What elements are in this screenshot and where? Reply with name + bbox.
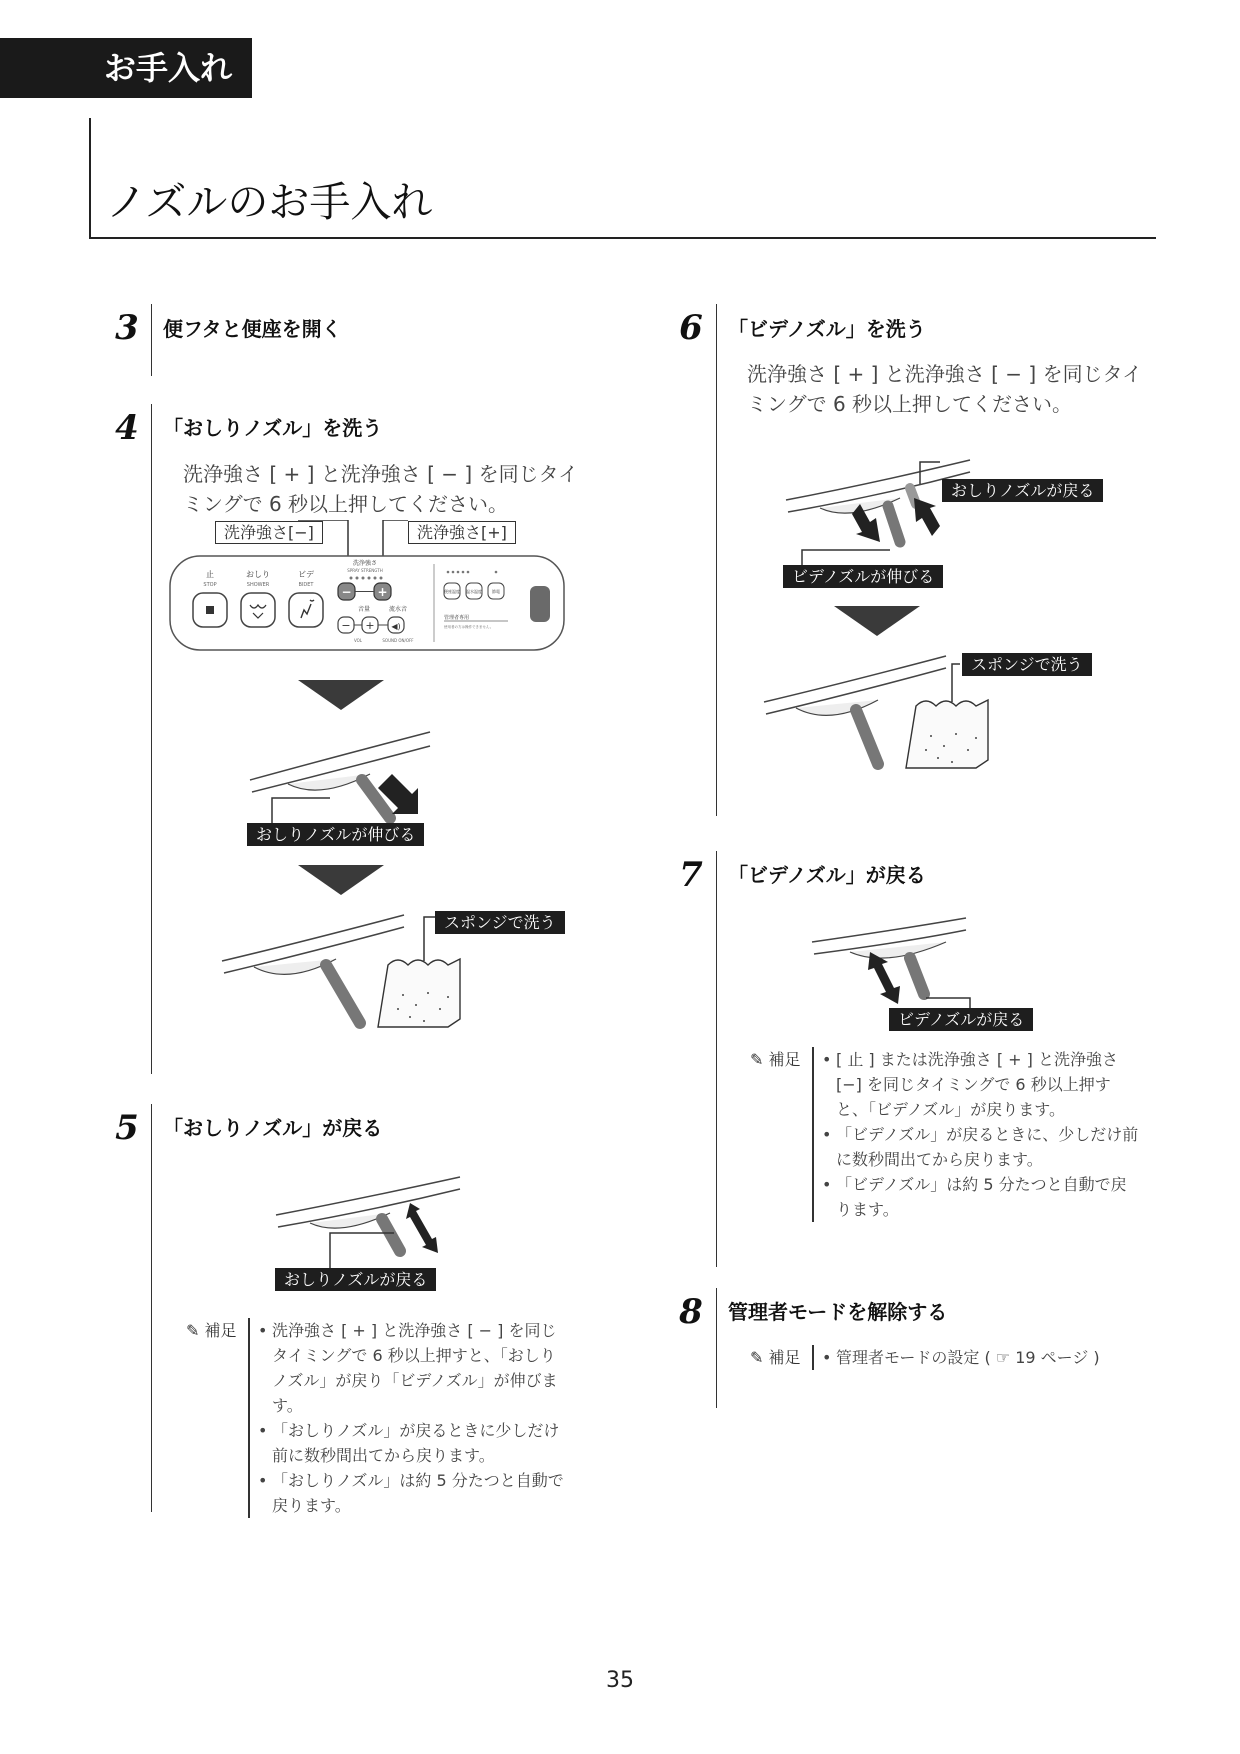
plus-icon: + bbox=[377, 585, 388, 599]
step-5-number: 5 bbox=[115, 1108, 139, 1148]
page-title: ノズルのお手入れ bbox=[106, 178, 433, 226]
step-6-rule bbox=[716, 304, 717, 816]
label-strength-plus: 洗浄強さ[+] bbox=[408, 521, 516, 544]
pencil-icon: ✎ bbox=[750, 1050, 764, 1069]
shower-label: おしり bbox=[246, 570, 270, 579]
note-tag-label: 補足 bbox=[768, 1050, 801, 1069]
note-tag bbox=[750, 1345, 801, 1368]
bidet-label-en: BIDET bbox=[298, 582, 314, 588]
seat-temp-label: 便座温度 bbox=[444, 589, 460, 594]
note-item: • 管理者モードの設定 ( ☞ 19 ページ ) bbox=[822, 1345, 1162, 1370]
move-arrow-icon bbox=[868, 952, 900, 1004]
oshiri-nozzle-return-illustration bbox=[270, 1165, 470, 1283]
seat-edge-upper bbox=[250, 732, 430, 780]
bidet-nozzle bbox=[888, 506, 900, 542]
sponge-icon bbox=[906, 700, 988, 768]
down-arrow-icon bbox=[834, 604, 920, 638]
title-rule-vertical bbox=[89, 118, 91, 238]
nozzle-housing bbox=[796, 700, 878, 715]
stop-label: 止 bbox=[206, 570, 214, 579]
label-oshiri-return: おしりノズルが戻る bbox=[942, 479, 1103, 502]
label-strength-minus: 洗浄強さ[−] bbox=[215, 521, 323, 544]
step-8-note-list bbox=[812, 1345, 1162, 1370]
step-7-number: 7 bbox=[679, 855, 703, 895]
down-arrow-icon bbox=[298, 678, 384, 712]
page-number: 35 bbox=[606, 1668, 634, 1693]
step-8-number: 8 bbox=[679, 1292, 703, 1332]
power-save-label: 節電 bbox=[492, 589, 500, 594]
step-3-rule bbox=[151, 304, 152, 376]
step-3-title: 便フタと便座を開く bbox=[163, 317, 342, 341]
strength-label: 洗浄強さ bbox=[352, 560, 378, 567]
note-tag bbox=[750, 1047, 801, 1070]
sound-label-en: SOUND ON/OFF bbox=[382, 638, 414, 643]
nozzle-housing bbox=[850, 942, 946, 958]
step-4-body-line-1: 洗浄強さ [ + ] と洗浄強さ [ − ] を同じタイ bbox=[183, 462, 579, 486]
note-item: • 洗浄強さ [ + ] と洗浄強さ [ − ] を同じタイミングで 6 秒以上押すと、「おしりノズル」が戻り「ビデノズル」が伸びます。 bbox=[258, 1318, 568, 1418]
pencil-icon: ✎ bbox=[750, 1348, 764, 1367]
pencil-icon: ✎ bbox=[186, 1321, 200, 1340]
shower-label-en: SHOWER bbox=[246, 582, 270, 588]
sponge-leader bbox=[952, 664, 960, 702]
note-item: • 「おしりノズル」が戻るときに少しだけ前に数秒間出てから戻ります。 bbox=[258, 1418, 568, 1468]
step-4-number: 4 bbox=[115, 408, 139, 448]
minus-icon: − bbox=[341, 585, 352, 599]
admin-note: 使用者の方は操作できません。 bbox=[444, 625, 494, 629]
step-5-title: 「おしりノズル」が戻る bbox=[163, 1116, 383, 1140]
admin-label: 管理者専用 bbox=[444, 615, 470, 621]
step-7-title: 「ビデノズル」が戻る bbox=[728, 863, 926, 887]
note-tag-label: 補足 bbox=[768, 1348, 801, 1367]
stop-label-en: STOP bbox=[203, 582, 217, 588]
step-6-title: 「ビデノズル」を洗う bbox=[728, 317, 926, 341]
move-arrow-icon bbox=[406, 1203, 438, 1253]
bidet-nozzle bbox=[910, 958, 924, 994]
bidet-nozzle-extend-illustration bbox=[780, 452, 980, 572]
step-6-number: 6 bbox=[679, 308, 703, 348]
water-temp-label: 温水温度 bbox=[466, 589, 482, 594]
step-3-number: 3 bbox=[115, 308, 139, 348]
down-arrow-icon bbox=[298, 863, 384, 897]
step-8-title: 管理者モードを解除する bbox=[728, 1300, 948, 1324]
bidet-nozzle-return-illustration bbox=[806, 902, 1006, 1020]
note-item: • 「おしりノズル」は約 5 分たつと自動で戻ります。 bbox=[258, 1468, 568, 1518]
step-6-body-line-1: 洗浄強さ [ + ] と洗浄強さ [ − ] を同じタイ bbox=[747, 362, 1143, 386]
label-oshiri-extend: おしりノズルが伸びる bbox=[247, 823, 424, 846]
seat-edge-upper bbox=[764, 656, 946, 702]
step-7-rule bbox=[716, 851, 717, 1267]
oshiri-nozzle bbox=[382, 1219, 400, 1251]
oshiri-nozzle-extend-illustration bbox=[240, 718, 460, 830]
step-6-body bbox=[747, 359, 1142, 419]
stop-icon bbox=[206, 606, 214, 614]
shower-button[interactable] bbox=[241, 593, 275, 627]
step-5-note-list bbox=[248, 1318, 568, 1518]
title-rule-horizontal bbox=[89, 237, 1156, 239]
oshiri-nozzle bbox=[326, 965, 360, 1023]
step-4-body-line-2: ミングで 6 秒以上押してください。 bbox=[183, 492, 509, 516]
seat-edge-upper bbox=[812, 918, 966, 942]
sponge-icon bbox=[378, 959, 460, 1027]
seat-edge-upper bbox=[222, 915, 404, 961]
volume-label: 音量 bbox=[357, 606, 371, 613]
step-4-title: 「おしりノズル」を洗う bbox=[163, 416, 383, 440]
volume-up-icon: + bbox=[365, 619, 375, 632]
label-bidet-extend: ビデノズルが伸びる bbox=[783, 565, 943, 588]
step-4-rule bbox=[151, 404, 152, 1074]
label-sponge-wash: スポンジで洗う bbox=[962, 653, 1092, 676]
sound-label: 流水音 bbox=[388, 606, 408, 613]
strength-label-en: SPRAY STRENGTH bbox=[347, 568, 383, 573]
step-5-rule bbox=[151, 1104, 152, 1512]
note-item: • 「ビデノズル」は約 5 分たつと自動で戻ります。 bbox=[822, 1172, 1142, 1222]
step-6-body-line-2: ミングで 6 秒以上押してください。 bbox=[747, 392, 1073, 416]
section-tab: お手入れ bbox=[0, 38, 252, 98]
remote-sensor bbox=[530, 586, 550, 622]
bidet-label: ビデ bbox=[298, 570, 314, 579]
label-oshiri-return: おしりノズルが戻る bbox=[275, 1268, 436, 1291]
volume-label-en: VOL bbox=[353, 638, 363, 643]
note-tag bbox=[186, 1318, 237, 1341]
volume-down-icon: − bbox=[341, 619, 351, 632]
bidet-button[interactable] bbox=[289, 593, 323, 627]
note-item: • 「ビデノズル」が戻るときに、少しだけ前に数秒間出てから戻ります。 bbox=[822, 1122, 1142, 1172]
step-7-note-list bbox=[812, 1047, 1142, 1222]
note-tag-label: 補足 bbox=[204, 1321, 237, 1340]
step-4-body bbox=[183, 459, 578, 519]
speaker-icon: ◀) bbox=[391, 622, 401, 631]
return-arrow-icon bbox=[914, 498, 940, 536]
label-bidet-return: ビデノズルが戻る bbox=[889, 1008, 1033, 1031]
step-8-rule bbox=[716, 1288, 717, 1408]
label-sponge-wash: スポンジで洗う bbox=[435, 911, 565, 934]
note-item: • [ 止 ] または洗浄強さ [ + ] と洗浄強さ [−] を同じタイミングで 6 秒以上押すと、「ビデノズル」が戻ります。 bbox=[822, 1047, 1142, 1122]
bidet-nozzle bbox=[856, 710, 878, 764]
